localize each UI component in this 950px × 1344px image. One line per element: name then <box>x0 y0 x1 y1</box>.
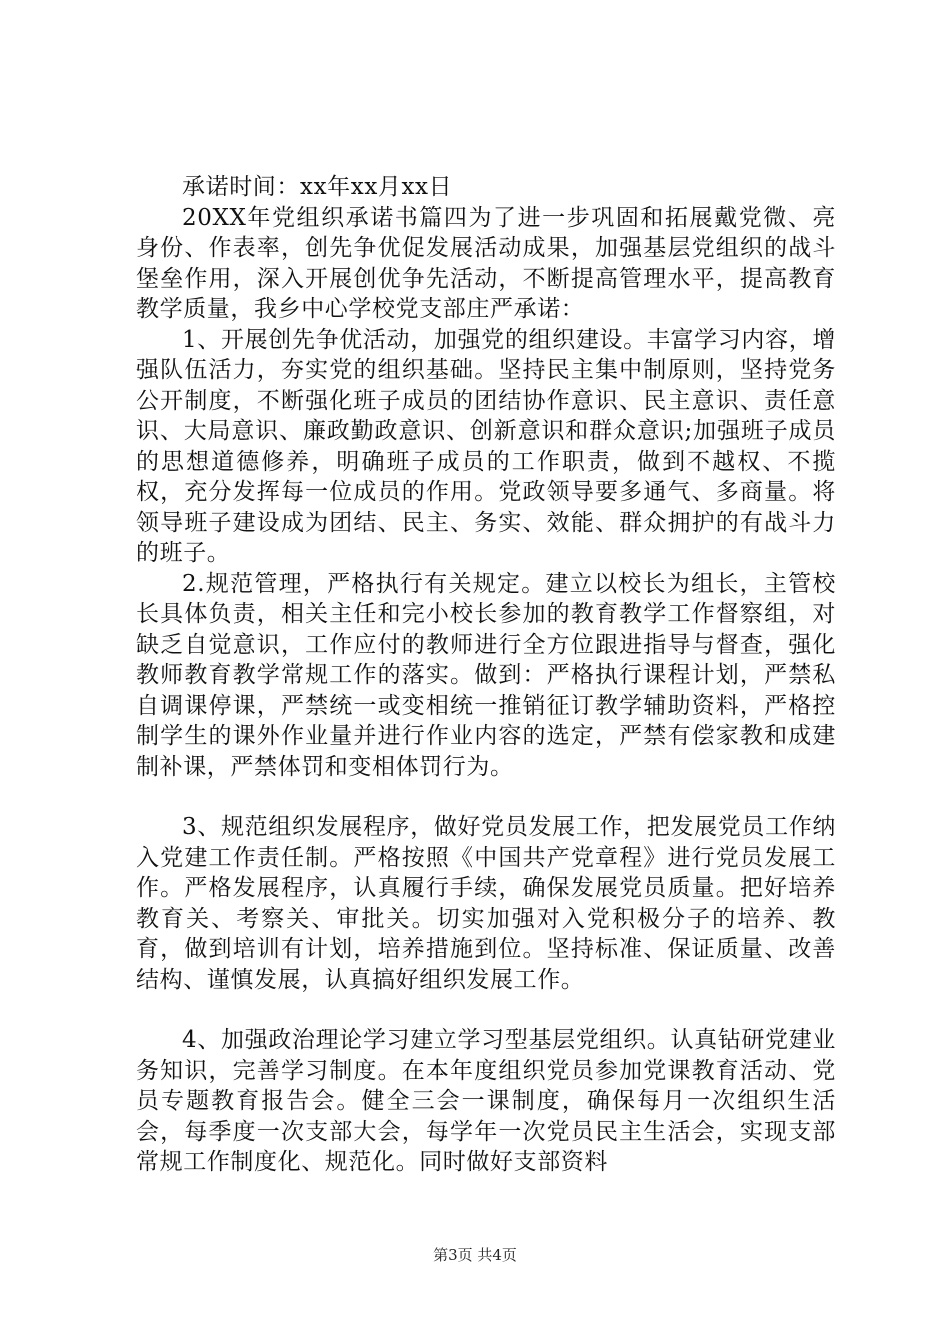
item-2-paragraph: 2.规范管理，严格执行有关规定。建立以校长为组长，主管校长具体负责，相关主任和完小校长参加的教育教学工作督察组，对缺乏自觉意识，工作应付的教师进行全方位跟进指导与督查，强化教师教育教学常规工作的落实。做到：严格执行课程计划，严禁私自调课停课，严禁统一或变相统一推销征订教学辅助资料，严格控制学生的课外作业量并进行作业内容的选定，严禁有偿家教和成建制补课，严禁体罚和变相体罚行为。 <box>136 570 836 780</box>
item-4-paragraph: 4、加强政治理论学习建立学习型基层党组织。认真钻研党建业务知识，完善学习制度。在本年度组织党员参加党课教育活动、党员专题教育报告会。健全三会一课制度，确保每月一次组织生活会，每季度一次支部大会，每学年一次党员民主生活会，实现支部常规工作制度化、规范化。同时做好支部资料 <box>136 1027 836 1175</box>
intro-paragraph: 20XX年党组织承诺书篇四为了进一步巩固和拓展戴党微、亮身份、作表率，创先争优促发展活动成果，加强基层党组织的战斗堡垒作用，深入开展创优争先活动，不断提高管理水平，提高教育教学质量，我乡中心学校党支部庄严承诺： <box>136 204 836 322</box>
item-3-paragraph: 3、规范组织发展程序，做好党员发展工作，把发展党员工作纳入党建工作责任制。严格按照《中国共产党章程》进行党员发展工作。严格发展程序，认真履行手续，确保发展党员质量。把好培养教育关、考察关、审批关。切实加强对入党积极分子的培养、教育，做到培训有计划，培养措施到位。坚持标准、保证质量、改善结构、谨慎发展，认真搞好组织发展工作。 <box>136 814 836 993</box>
item-1-paragraph: 1、开展创先争优活动，加强党的组织建设。丰富学习内容，增强队伍活力，夯实党的组织基础。坚持民主集中制原则，坚持党务公开制度，不断强化班子成员的团结协作意识、民主意识、责任意识、大局意识、廉政勤政意识、创新意识和群众意识;加强班子成员的思想道德修养，明确班子成员的工作职责，做到不越权、不揽权，充分发挥每一位成员的作用。党政领导要多通气、多商量。将领导班子建设成为团结、民主、务实、效能、群众拥护的有战斗力的班子。 <box>136 326 836 566</box>
promise-date-line: 承诺时间：xx年xx月xx日 <box>182 174 453 200</box>
document-body <box>136 172 836 1178</box>
page-number-footer: 第3页 共4页 <box>433 1246 517 1264</box>
